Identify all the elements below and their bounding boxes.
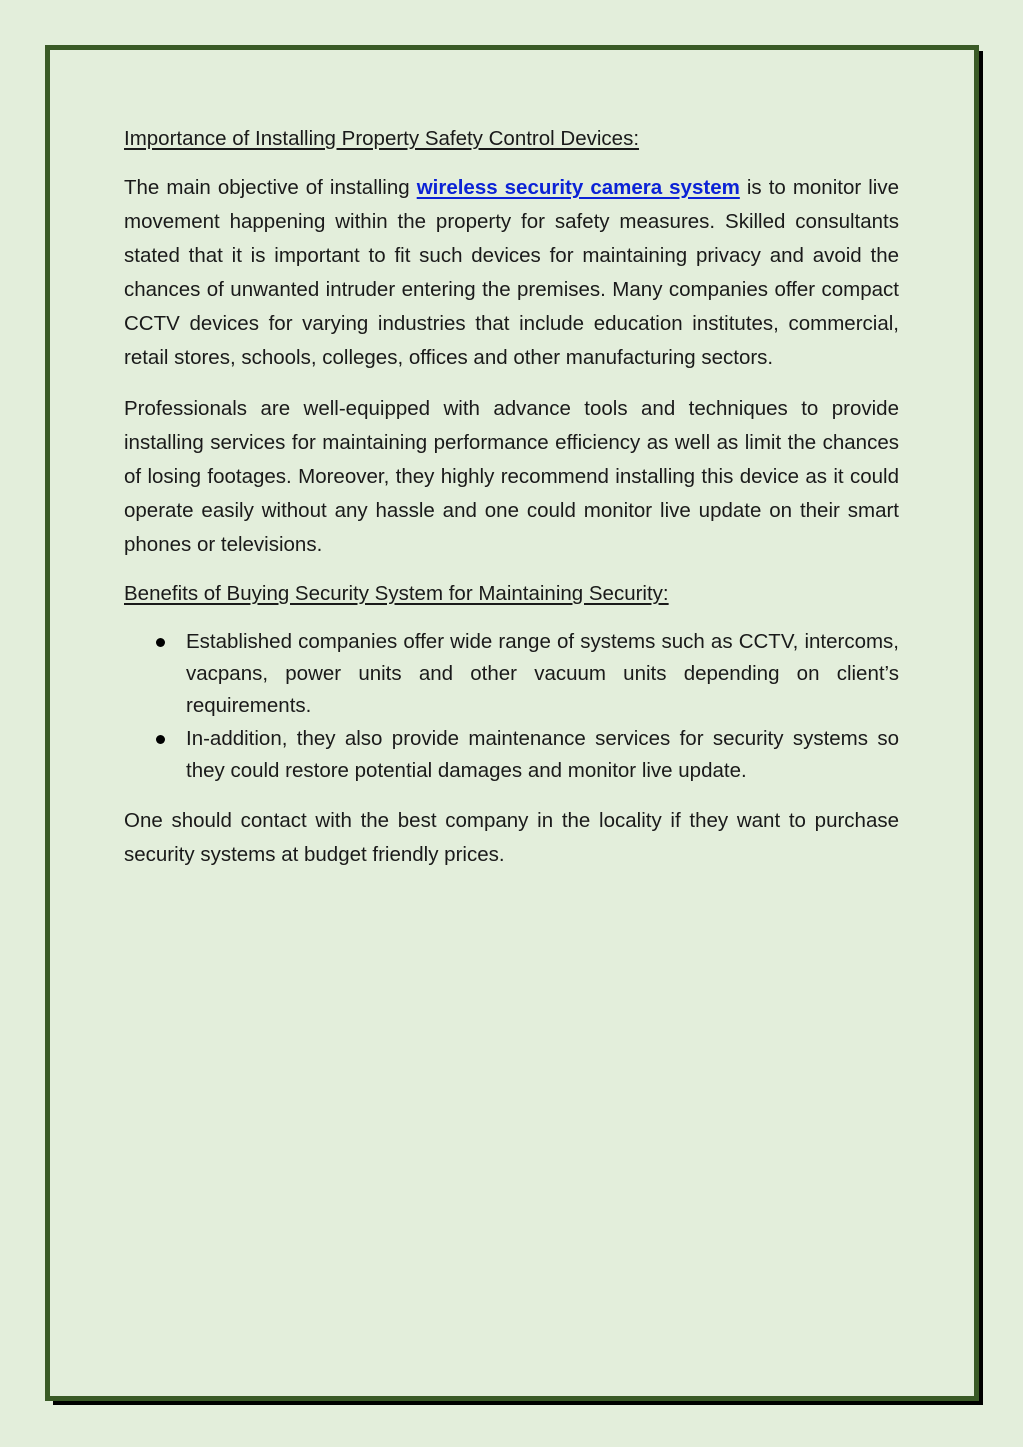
paragraph-objective-start: The main objective of installing xyxy=(124,176,417,199)
document-body xyxy=(124,124,899,889)
bullet-icon xyxy=(156,638,165,647)
paragraph-objective-rest: is to monitor live movement happening within the property for safety measures. Skilled consultants stated that it is important to fit such devices for maintaining privacy and avoid the chances of unwanted intruder entering the premises. Many companies offer compact CCTV devices for varying industries that include education institutes, commercial, retail stores, schools, colleges, offices and other manufacturing sectors. xyxy=(124,176,899,369)
list-item xyxy=(124,626,899,722)
list-item-text: In-addition, they also provide maintenance services for security systems so they could restore potential damages and monitor live update. xyxy=(186,727,899,782)
paragraph-objective xyxy=(124,171,899,375)
list-item xyxy=(124,723,899,787)
bullet-icon xyxy=(156,735,165,744)
section-heading-importance: Importance of Installing Property Safety Control Devices: xyxy=(124,127,640,150)
benefits-list xyxy=(124,626,899,787)
wireless-security-camera-link[interactable]: wireless security camera system xyxy=(416,176,740,199)
section-heading-benefits: Benefits of Buying Security System for Maintaining Security: xyxy=(124,582,669,605)
paragraph-professionals: Professionals are well-equipped with advance tools and techniques to provide installing services for maintaining performance efficiency as well as limit the chances of losing footages. Moreover, they highly recommend installing this device as it could operate easily without any hassle and one could monitor live update on their smart phones or televisions. xyxy=(124,397,899,556)
paragraph-closing: One should contact with the best company in the locality if they want to purchase security systems at budget friendly prices. xyxy=(124,809,899,866)
list-item-text: Established companies offer wide range of systems such as CCTV, intercoms, vacpans, power units and other vacuum units depending on client’s requirements. xyxy=(186,630,899,717)
